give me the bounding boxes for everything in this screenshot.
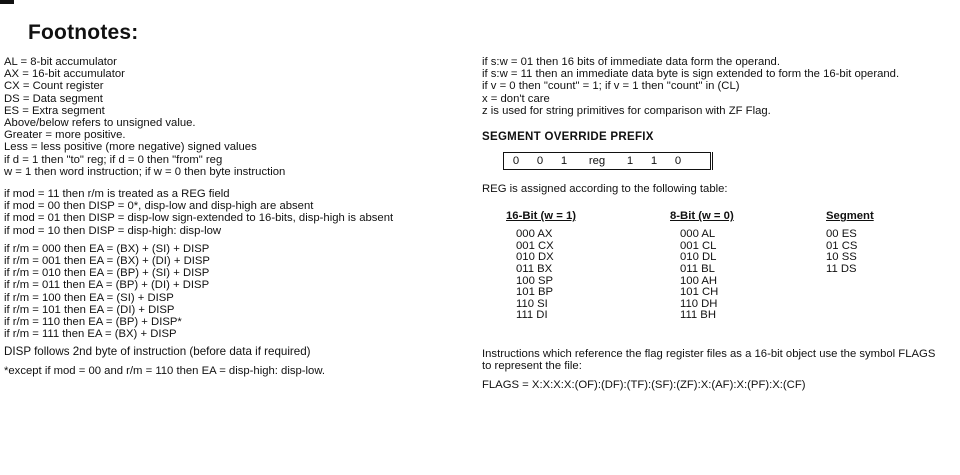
table-cell: 101 CH (680, 286, 719, 299)
table-cell: 101 BP (516, 286, 554, 299)
rm-line: if r/m = 000 then EA = (BX) + (SI) + DISP (4, 242, 210, 255)
definition-line: Above/below refers to unsigned value. (4, 117, 196, 130)
rm-block (4, 243, 472, 341)
register-col-8bit (652, 209, 802, 322)
prefix-bit: 0 (536, 155, 544, 168)
definition-line: ES = Extra segment (4, 104, 105, 117)
table-cell: 010 DL (680, 251, 717, 264)
register-col-segment (802, 209, 902, 322)
except-note: *except if mod = 00 and r/m = 110 then EA = disp-high: disp-low. (4, 364, 326, 377)
disp-note: DISP follows 2nd byte of instruction (before data if required) (4, 345, 311, 359)
mod-line: if mod = 01 then DISP = disp-low sign-extended to 16-bits, disp-high is absent (4, 212, 394, 225)
table-cell: 01 CS (826, 239, 858, 252)
note-line: x = don't care (482, 92, 550, 105)
note-line: if s:w = 01 then 16 bits of immediate data form the operand. (482, 56, 780, 68)
prefix-bit: 1 (650, 155, 658, 168)
note-line: if v = 0 then "count" = 1; if v = 1 then "count" in (CL) (482, 80, 740, 93)
rm-line: if r/m = 011 then EA = (BP) + (DI) + DISP (4, 279, 210, 292)
rm-line: if r/m = 110 then EA = (BP) + DISP* (4, 316, 182, 329)
table-cell: 10 SS (826, 251, 857, 264)
prefix-box-endcap (710, 152, 713, 170)
prefix-reg-field: reg (588, 155, 606, 168)
prefix-bit: 1 (560, 155, 568, 168)
table-cell: 100 AH (680, 274, 718, 287)
prefix-bit: 1 (626, 155, 634, 168)
page-title: Footnotes: (28, 21, 139, 44)
table-cell: 110 SI (516, 297, 548, 310)
rm-line: if r/m = 010 then EA = (BP) + (SI) + DISP (4, 267, 210, 280)
definition-line: DS = Data segment (4, 92, 103, 105)
left-column (4, 56, 472, 377)
table-cell: 111 DI (516, 309, 548, 322)
definitions-block (4, 56, 472, 178)
definition-line: if d = 1 then "to" reg; if d = 0 then "from" reg (4, 153, 223, 166)
table-cell: 11 DS (826, 263, 857, 275)
mod-line: if mod = 10 then DISP = disp-high: disp-low (4, 224, 222, 237)
mod-line: if mod = 11 then r/m is treated as a REG field (4, 188, 230, 201)
definition-line: Greater = more positive. (4, 129, 126, 142)
table-cell: 001 CL (680, 239, 717, 252)
mod-block (4, 188, 472, 237)
prefix-bit: 0 (512, 155, 520, 168)
table-cell: 111 BH (680, 309, 717, 322)
note-line: z is used for string primitives for comparison with ZF Flag. (482, 104, 771, 117)
rm-line: if r/m = 101 then EA = (DI) + DISP (4, 303, 175, 316)
table-cell: 100 SP (516, 274, 554, 287)
operand-notes (482, 56, 954, 117)
right-column (482, 56, 954, 392)
column-header-16bit: 16-Bit (w = 1) (506, 210, 576, 223)
mod-line: if mod = 00 then DISP = 0*, disp-low and disp-high are absent (4, 200, 314, 213)
rm-line: if r/m = 111 then EA = (BX) + DISP (4, 328, 177, 341)
column-header-8bit: 8-Bit (w = 0) (670, 210, 734, 223)
table-cell: 000 AX (516, 228, 553, 241)
table-cell: 011 BX (516, 263, 553, 275)
column-header-segment: Segment (826, 210, 874, 223)
prefix-bit-field (503, 152, 711, 170)
reg-intro: REG is assigned according to the following table: (482, 183, 728, 196)
table-cell: 001 CX (516, 239, 554, 252)
register-col-16bit (482, 209, 652, 322)
definition-line: AL = 8-bit accumulator (4, 56, 117, 68)
flags-note: Instructions which reference the flag register files as a 16-bit object use the symbol FLAGS to represent the file: (482, 347, 936, 373)
definition-line: AX = 16-bit accumulator (4, 68, 125, 81)
table-cell: 000 AL (680, 228, 716, 241)
table-cell: 010 DX (516, 251, 554, 264)
flags-formula: FLAGS = X:X:X:X:(OF):(DF):(TF):(SF):(ZF):X:(AF):X:(PF):X:(CF) (482, 379, 806, 392)
definition-line: w = 1 then word instruction; if w = 0 then byte instruction (4, 165, 286, 178)
definition-line: Less = less positive (more negative) signed values (4, 141, 257, 154)
table-cell: 011 BL (680, 263, 715, 275)
rm-line: if r/m = 100 then EA = (SI) + DISP (4, 291, 174, 304)
rm-line: if r/m = 001 then EA = (BX) + (DI) + DISP (4, 255, 210, 268)
definition-line: CX = Count register (4, 80, 104, 93)
register-table (482, 209, 954, 322)
corner-mark (0, 0, 14, 4)
segment-override-title: SEGMENT OVERRIDE PREFIX (482, 131, 654, 144)
note-line: if s:w = 11 then an immediate data byte is sign extended to form the 16-bit operand. (482, 68, 900, 81)
table-cell: 00 ES (826, 228, 857, 241)
table-cell: 110 DH (680, 297, 718, 310)
prefix-bit: 0 (674, 155, 682, 168)
